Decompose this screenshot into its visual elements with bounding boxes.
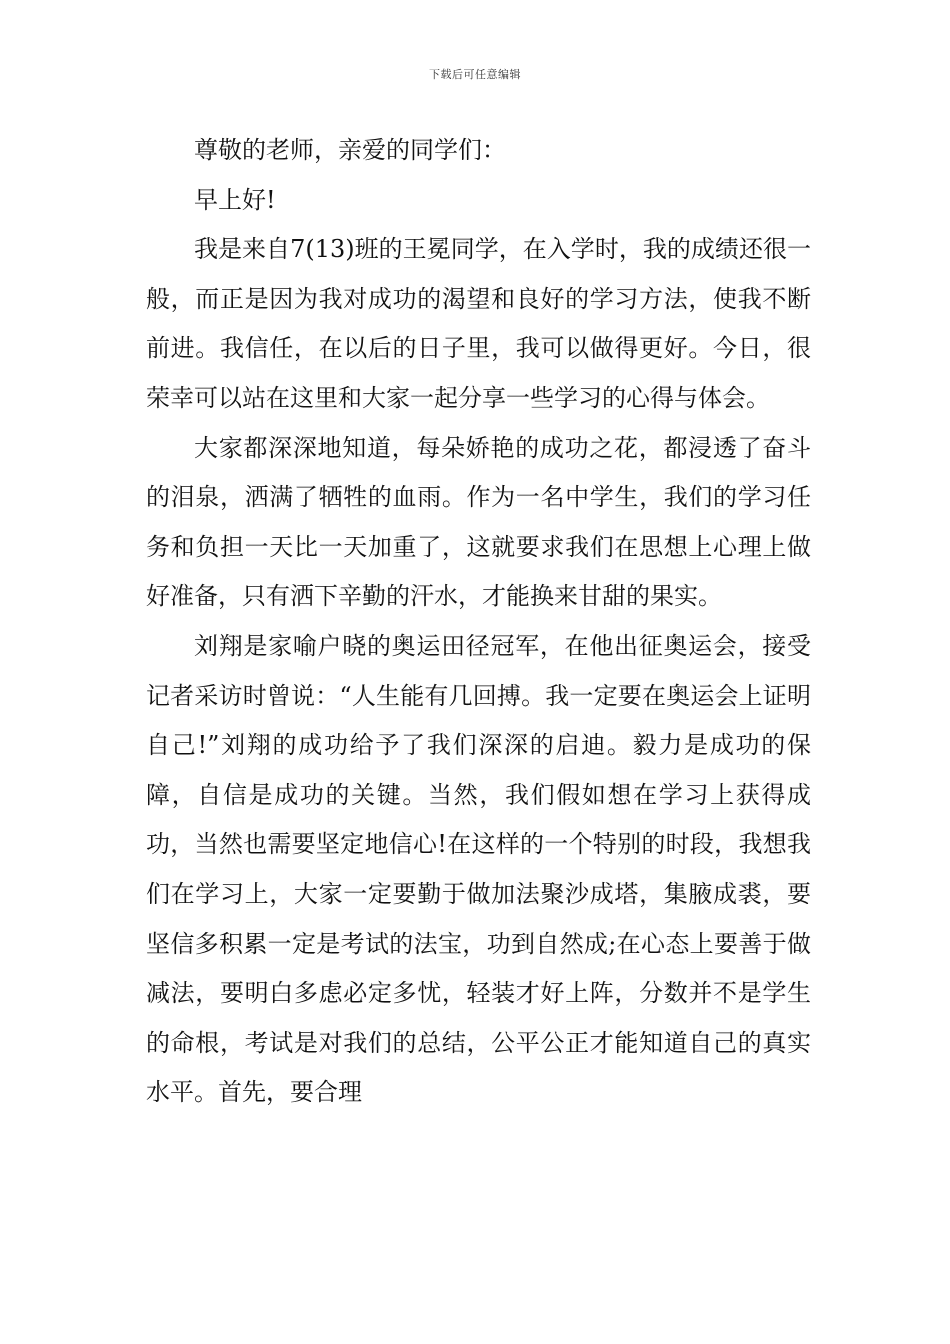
greeting: 早上好!: [194, 185, 276, 214]
paragraph-intro: 我是来自7(13)班的王冕同学，在入学时，我的成绩还很一般，而正是因为我对成功的渴望和良好的学习方法，使我不断前进。我信任，在以后的日子里，我可以做得更好。今日，很荣幸可以站在这里和大家一起分享一些学习的心得与体会。: [146, 235, 811, 412]
header-note: 下载后可任意编辑: [429, 68, 521, 81]
paragraph-liuxiang: 刘翔是家喻户晓的奥运田径冠军，在他出征奥运会，接受记者采访时曾说：“人生能有几回搏。我一定要在奥运会上证明自己!”刘翔的成功给予了我们深深的启迪。毅力是成功的保障，自信是成功的关键。当然，我们假如想在学习上获得成功，当然也需要坚定地信心!在这样的一个特别的时段，我想我们在学习上，大家一定要勤于做加法聚沙成塔，集腋成裘，要坚信多积累一定是考试的法宝，功到自然成;在心态上要善于做减法，要明白多虑必定多忧，轻装才好上阵，分数并不是学生的命根，考试是对我们的总结，公平公正才能知道自己的真实水平。首先，要合理: [146, 631, 811, 1107]
salutation: 尊敬的老师，亲爱的同学们：: [194, 136, 506, 164]
paragraph-effort: 大家都深深地知道，每朵娇艳的成功之花，都浸透了奋斗的泪泉，洒满了牺牲的血雨。作为一名中学生，我们的学习任务和负担一天比一天加重了，这就要求我们在思想上心理上做好准备，只有洒下辛勤的汗水，才能换来甘甜的果实。: [146, 433, 811, 611]
document-body: [146, 126, 811, 1118]
